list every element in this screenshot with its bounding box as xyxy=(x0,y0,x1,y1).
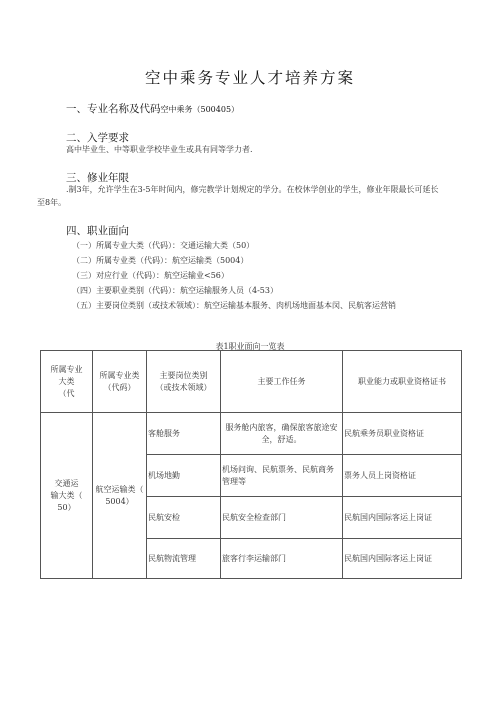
table-caption: 表1职业面向一览表 xyxy=(215,342,285,351)
page-title: 空中乘务专业人才培养方案 xyxy=(144,69,355,87)
list-item: （四）主要职业类别（代码）：航空运输服务人员（4-53） xyxy=(72,286,278,295)
cell-task: 民航安全检查部门 xyxy=(221,497,343,539)
section-1-title: 一、专业名称及代码 xyxy=(66,103,161,115)
major-name-code: 空中乘务（500405） xyxy=(160,105,240,114)
list-item: （二）所属专业类（代码）：航空运输类（5004） xyxy=(72,256,249,265)
list-item: （三）对应行业（代码）：航空运输业<56） xyxy=(72,271,229,280)
header-certificate: 职业能力或职业资格证书 xyxy=(343,351,462,413)
section-4-heading: 四、职业面向 xyxy=(66,225,129,237)
list-item: （五）主要岗位类别（或技术领域）：航空运输基本服务、肉机场地面基本闵、民航客运营销 xyxy=(72,301,396,310)
cell-task: 机场问询、民航票务、民航商务 管理等 xyxy=(221,455,343,497)
table-header-row xyxy=(41,351,462,413)
duration-text-line2: 至8年。 xyxy=(37,198,67,207)
cell-post: 客舱服务 xyxy=(147,413,221,455)
cell-certificate: 民航国内国际客运上岗证 xyxy=(343,539,462,579)
cell-task: 旅客行李运输部门 xyxy=(221,539,343,579)
section-2-heading: 二、入学要求 xyxy=(66,132,129,144)
career-table xyxy=(40,350,462,579)
cell-major-class: 航空运输类（ 5004） xyxy=(93,413,147,579)
cell-post: 机场地勤 xyxy=(147,455,221,497)
table-row xyxy=(41,413,462,455)
cell-post: 民航物流管理 xyxy=(147,539,221,579)
duration-text-line1: .制3年，允许学生在3-5年时间内，修完教学计划规定的学分。在校休学创业的学生，修业年限最长可延长 xyxy=(66,185,439,194)
header-major-category: 所属专业 大类 （代 xyxy=(41,351,93,413)
list-item: （一）所属专业大类（代码）：交通运输大类（50） xyxy=(72,241,255,250)
header-post-category: 主要岗位类别 （或技术领域） xyxy=(147,351,221,413)
cell-certificate: 民航乘务员职业资格证 xyxy=(343,413,462,455)
section-1-heading xyxy=(66,101,239,116)
cell-post: 民航安检 xyxy=(147,497,221,539)
cell-certificate: 民航国内国际客运上岗证 xyxy=(343,497,462,539)
cell-task: 服务舱内旅客，确保旅客旅途安 全，舒适。 xyxy=(221,413,343,455)
admission-text: 高中毕业生、中等职业学校毕业生或具有同等学力者. xyxy=(66,145,253,154)
header-major-class: 所属专业类 （代码） xyxy=(93,351,147,413)
cell-certificate: 票务人员上岗资格证 xyxy=(343,455,462,497)
cell-major-category: 交通运 输大类（ 50） xyxy=(41,413,93,579)
section-3-heading: 三、修业年限 xyxy=(66,172,129,184)
header-main-tasks: 主要工作任务 xyxy=(221,351,343,413)
